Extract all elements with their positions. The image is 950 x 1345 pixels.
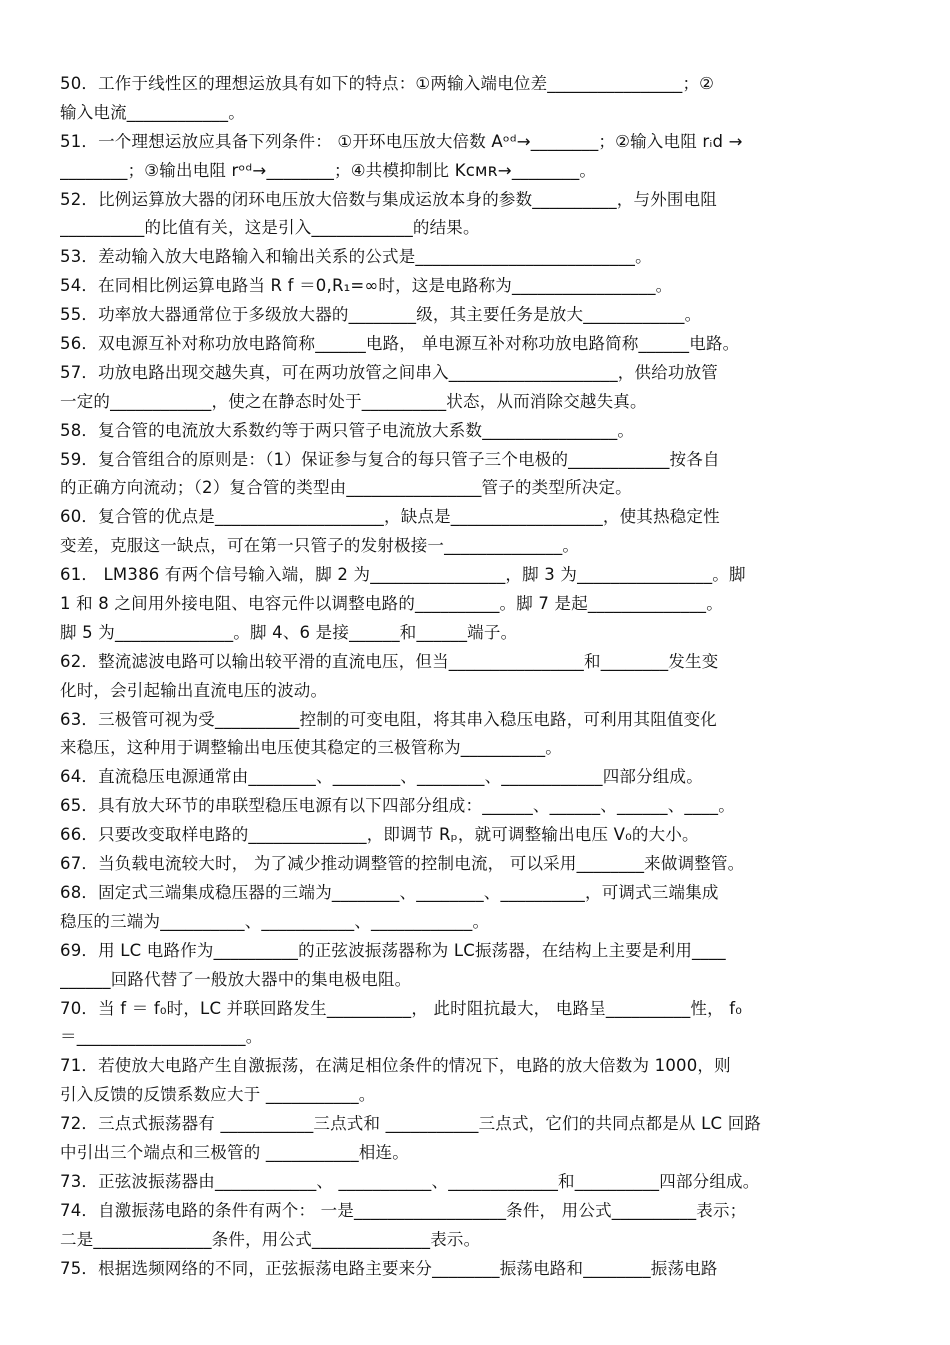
text-line: 73．正弦波振荡器由____________、 ___________、_____________和__________四部分组成。	[60, 1171, 760, 1191]
text-line: ＝____________________。	[60, 1027, 263, 1047]
text-line: 56．双电源互补对称功放电路简称______电路， 单电源互补对称功放电路简称______电路。	[60, 334, 740, 354]
text-line: 引入反馈的反馈系数应大于 ___________。	[60, 1085, 376, 1105]
text-line: 70．当 f ＝ f₀时，LC 并联回路发生__________， 此时阻抗最大， 电路呈__________性， f₀	[60, 998, 743, 1018]
text-line: 59．复合管组合的原则是：（1）保证参与复合的每只管子三个电极的____________按各自	[60, 449, 720, 469]
text-line: ________；③输出电阻 rᵒᵈ→________；④共模抑制比 Kᴄᴍʀ→________。	[60, 160, 597, 180]
text-line: __________的比值有关，这是引入____________的结果。	[60, 218, 480, 238]
text-line: 稳压的三端为__________、___________、____________。	[60, 911, 490, 931]
text-line: 66．只要改变取样电路的______________，即调节 Rₚ，就可调整输出电压 V₀的大小。	[60, 825, 699, 845]
text-line: 74．自激振荡电路的条件有两个： 一是__________________条件， 用公式__________表示；	[60, 1200, 747, 1220]
text-line: 来稳压，这种用于调整输出电压使其稳定的三极管称为__________。	[60, 738, 562, 758]
text-line: 50．工作于线性区的理想运放具有如下的特点：①两输入端电位差________________；②	[60, 74, 715, 93]
text-line: 65．具有放大环节的串联型稳压电源有以下四部分组成：______、______、______、____。	[60, 796, 735, 816]
text-line: 55．功率放大器通常位于多级放大器的________级，其主要任务是放大____________。	[60, 305, 702, 325]
text-line: 的正确方向流动；（2）复合管的类型由________________管子的类型所决定。	[60, 478, 632, 498]
text-line: 53．差动输入放大电路输入和输出关系的公式是__________________________。	[60, 247, 652, 267]
text-line: 脚 5 为______________。脚 4、6 是接______和______端子。	[60, 622, 518, 642]
text-line: 72．三点式振荡器有 ___________三点式和 ___________三点式，它们的共同点都是从 LC 回路	[60, 1114, 762, 1134]
text-line: 输入电流____________。	[60, 102, 245, 122]
text-line: 二是______________条件，用公式______________表示。	[60, 1229, 481, 1249]
text-line: 67．当负载电流较大时， 为了减少推动调整管的控制电流， 可以采用________来做调整管。	[60, 854, 745, 874]
text-line: 中引出三个端点和三极管的 ___________相连。	[60, 1142, 409, 1162]
text-line: 化时，会引起输出直流电压的波动。	[60, 680, 328, 700]
text-line: 一定的____________，使之在静态时处于__________状态，从而消除交越失真。	[60, 391, 647, 411]
text-line: 71．若使放大电路产生自激振荡，在满足相位条件的情况下，电路的放大倍数为 1000，则	[60, 1056, 731, 1076]
text-line: 64．直流稳压电源通常由________、________、________、____________四部分组成。	[60, 767, 703, 787]
text-line: 57．功放电路出现交越失真，可在两功放管之间串入____________________，供给功放管	[60, 362, 718, 382]
text-line: 61． LM386 有两个信号输入端，脚 2 为________________，脚 3 为________________。脚	[60, 565, 746, 585]
text-line: 变差，克服这一缺点，可在第一只管子的发射极接一______________。	[60, 536, 580, 556]
text-line: 52．比例运算放大器的闭环电压放大倍数与集成运放本身的参数__________，与外围电阻	[60, 189, 717, 209]
text-line: 54．在同相比例运算电路当 R f ＝0,R₁=∞时，这是电路称为_________________。	[60, 276, 673, 296]
text-line: 58．复合管的电流放大系数约等于两只管子电流放大系数________________。	[60, 420, 635, 440]
text-line: 1 和 8 之间用外接电阻、电容元件以调整电路的__________。脚 7 是起______________。	[60, 594, 723, 614]
text-line: 68．固定式三端集成稳压器的三端为________、________、__________，可调式三端集成	[60, 882, 719, 902]
text-line: 63．三极管可视为受__________控制的可变电阻，将其串入稳压电路，可利用其阻值变化	[60, 709, 717, 729]
text-line: 60．复合管的优点是____________________，缺点是__________________，使其热稳定性	[60, 507, 720, 527]
text-line: ______回路代替了一般放大器中的集电极电阻。	[60, 969, 412, 989]
text-line: 69．用 LC 电路作为__________的正弦波振荡器称为 LC振荡器，在结构上主要是利用____	[60, 940, 726, 960]
text-line: 51．一个理想运放应具备下列条件： ①开环电压放大倍数 Aᵒᵈ→________；②输入电阻 rᵢd →	[60, 131, 743, 151]
text-line: 75．根据选频网络的不同，正弦振荡电路主要来分________振荡电路和________振荡电路	[60, 1258, 718, 1278]
text-line: 62．整流滤波电路可以输出较平滑的直流电压，但当________________和________发生变	[60, 651, 719, 671]
